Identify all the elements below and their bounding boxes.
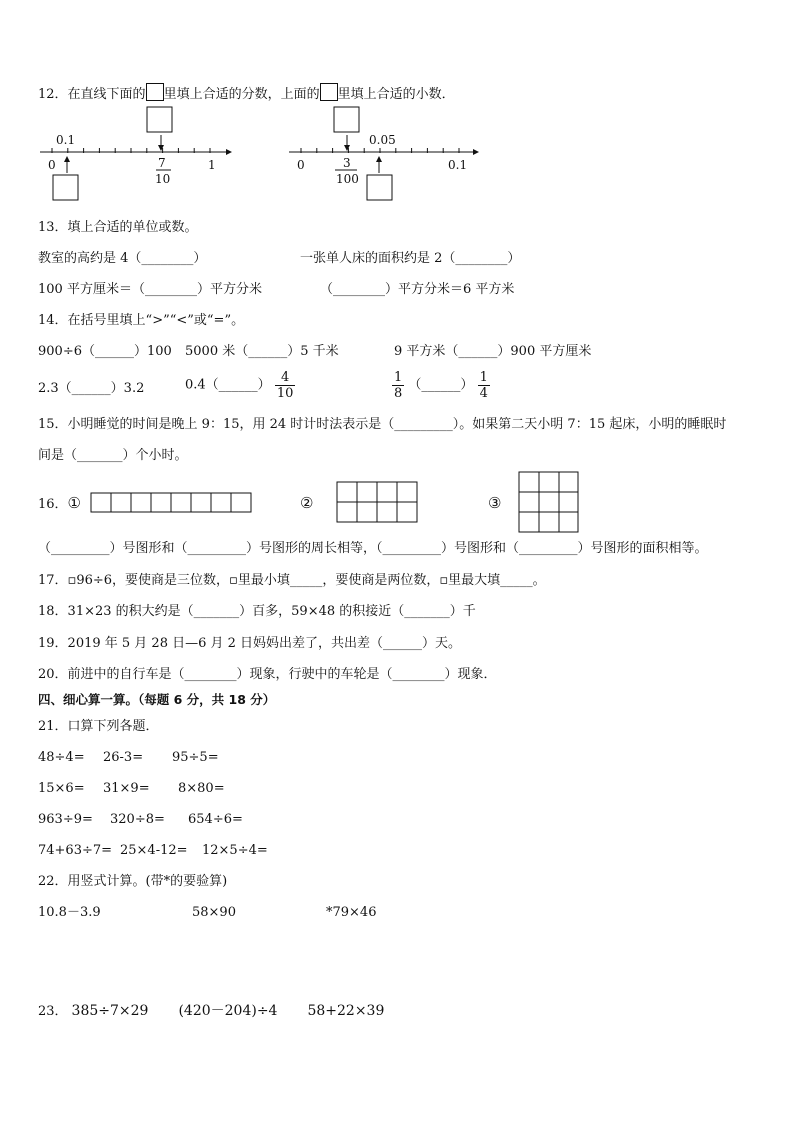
q14-a: 900÷6（______）100 — [38, 344, 172, 359]
figure-2 — [336, 481, 420, 525]
q13-b: 一张单人床的面积约是 2（________） — [300, 251, 521, 266]
nl2-end: 0.1 — [448, 158, 468, 172]
section-4-heading: 四、细心算一算。（每题 6 分，共 18 分） — [38, 692, 276, 707]
q21-r3c3: 654÷6= — [188, 812, 243, 827]
q22-item-3: *79×46 — [326, 905, 377, 920]
q21-r2c3: 8×80= — [178, 781, 225, 796]
nl2-frac-d: 100 — [336, 172, 359, 186]
q21-r2c2: 31×9= — [103, 781, 150, 796]
q15-line1: 15．小明睡觉的时间是晚上 9：15，用 24 时计时法表示是（_________）。如果第二天小明 7：15 起床，小明的睡眠时 — [38, 417, 727, 432]
fraction: $\frac{1}{4}$ — [479, 370, 488, 401]
nl1-zero: 0 — [48, 158, 56, 172]
q21-r1c3: 95÷5= — [172, 750, 219, 765]
q21-r3c1: 963÷9= — [38, 812, 93, 827]
nl1-frac-d: 10 — [155, 172, 171, 186]
q16-num: 16．① — [38, 494, 81, 512]
answer-box[interactable] — [320, 83, 338, 101]
q14-d: 2.3（______）3.2 — [38, 381, 145, 396]
q14-b: 5000 米（______）5 千米 — [185, 344, 339, 359]
fraction: $\frac{1}{8}$ — [394, 370, 403, 401]
answer-box[interactable] — [146, 83, 164, 101]
q13-title: 13．填上合适的单位或数。 — [38, 220, 198, 235]
figure-3 — [518, 471, 580, 534]
nl2-zero: 0 — [297, 158, 305, 172]
number-line-1 — [36, 105, 236, 205]
nl1-one: 1 — [208, 158, 216, 172]
figure-1 — [90, 492, 254, 514]
fraction: $\frac{4}{10}$ — [276, 370, 294, 401]
q19: 19．2019 年 5 月 28 日—6 月 2 日妈妈出差了，共出差（______）天。 — [38, 636, 462, 651]
q22-item-1: 10.8－3.9 — [38, 905, 101, 920]
number-line-2 — [285, 105, 485, 205]
q15-line2: 间是（_______）个小时。 — [38, 448, 188, 463]
q13-d: （________）平方分米＝6 平方米 — [320, 282, 515, 297]
answer-box-upper[interactable] — [334, 107, 359, 132]
q13-a: 教室的高约是 4（________） — [38, 251, 207, 266]
q21-r2c1: 15×6= — [38, 781, 85, 796]
q23-item-1: 385÷7×29 — [71, 1003, 149, 1019]
q21-r1c1: 48÷4= — [38, 750, 85, 765]
figure-3-marker: ③ — [488, 494, 502, 512]
answer-box-lower[interactable] — [53, 175, 78, 200]
nl2-frac-n: 3 — [343, 156, 351, 170]
q17: 17．▫96÷6，要使商是三位数，▫里最小填_____，要使商是两位数，▫里最大填_____。 — [38, 573, 546, 588]
q14-f: $\frac{1}{8}$ （______） $\frac{1}{4}$ — [394, 370, 488, 401]
q23-item-2: (420－204)÷4 — [178, 1003, 278, 1019]
q13-c: 100 平方厘米＝（________）平方分米 — [38, 282, 262, 297]
q22-title: 22．用竖式计算。(带*的要验算) — [38, 874, 228, 889]
q21-r4c1: 74+63÷7= — [38, 843, 113, 858]
nl1-top-label: 0.1 — [56, 133, 76, 147]
answer-box-lower[interactable] — [367, 175, 392, 200]
figure-2-marker: ② — [300, 494, 314, 512]
q21-r4c3: 12×5÷4= — [202, 843, 268, 858]
q14-c: 9 平方米（______）900 平方厘米 — [394, 344, 592, 359]
nl1-frac-n: 7 — [158, 156, 166, 170]
q22-item-2: 58×90 — [192, 905, 236, 920]
q21-title: 21．口算下列各题． — [38, 719, 159, 734]
nl2-top-label: 0.05 — [369, 133, 396, 147]
q16-answer: （_________）号图形和（_________）号图形的周长相等，（_________）号图形和（_________）号图形的面积相等。 — [38, 541, 708, 556]
q21-r4c2: 25×4-12= — [120, 843, 188, 858]
q18: 18．31×23 的积大约是（_______）百多，59×48 的积接近（_______）千 — [38, 604, 476, 619]
q20: 20．前进中的自行车是（________）现象，行驶中的车轮是（________）现象． — [38, 667, 497, 682]
q21-r1c2: 26-3= — [103, 750, 144, 765]
q14-title: 14．在括号里填上“>”“<”或“=”。 — [38, 313, 245, 328]
answer-box-upper[interactable] — [147, 107, 172, 132]
q14-e: 0.4（______） $\frac{4}{10}$ — [185, 370, 294, 401]
q23: 23． 385÷7×29 (420－204)÷4 58+22×39 — [38, 1003, 385, 1019]
q21-r3c2: 320÷8= — [110, 812, 165, 827]
q23-item-3: 58+22×39 — [307, 1003, 385, 1019]
q12-text: 12．在直线下面的 里填上合适的分数，上面的 里填上合适的小数． — [38, 83, 455, 104]
